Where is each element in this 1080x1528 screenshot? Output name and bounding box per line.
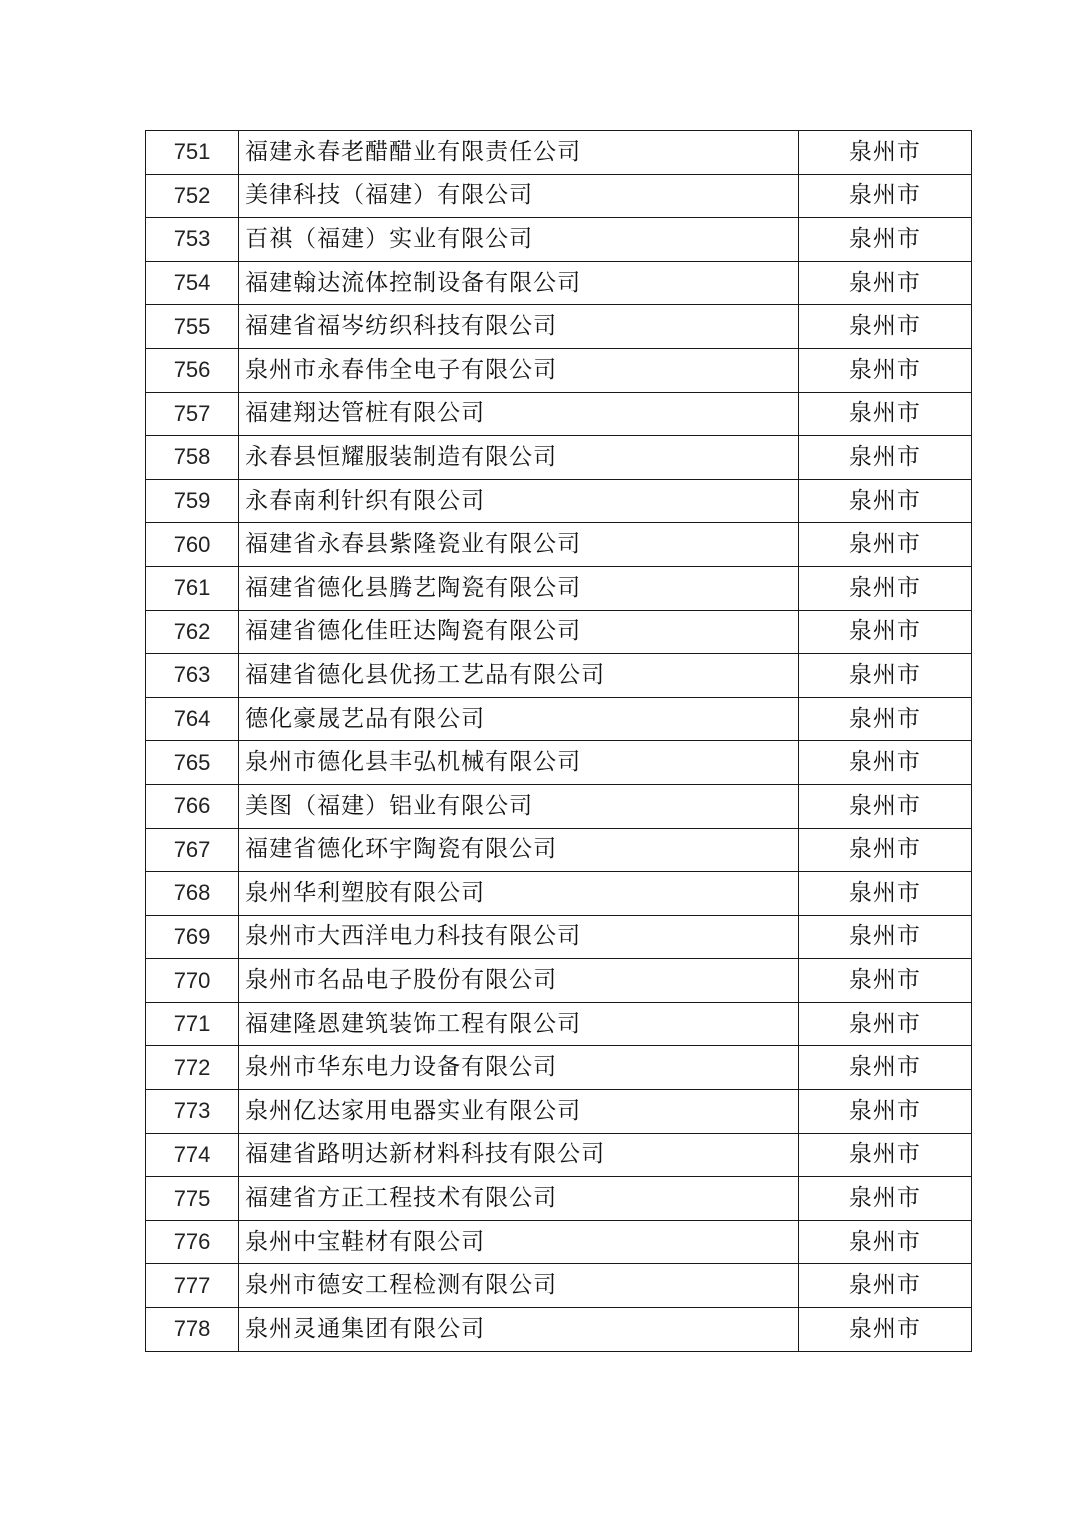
city-cell: 泉州市 [798, 1002, 971, 1046]
company-name-cell: 德化豪晟艺品有限公司 [239, 697, 799, 741]
row-number-cell: 755 [146, 305, 239, 349]
table-row [146, 305, 972, 349]
table-row [146, 697, 972, 741]
table-row [146, 654, 972, 698]
row-number-cell: 763 [146, 654, 239, 698]
city-cell: 泉州市 [798, 1220, 971, 1264]
company-name-cell: 美图（福建）铝业有限公司 [239, 784, 799, 828]
row-number-cell: 768 [146, 872, 239, 916]
row-number-cell: 757 [146, 392, 239, 436]
city-cell: 泉州市 [798, 828, 971, 872]
company-name-cell: 福建省福岑纺织科技有限公司 [239, 305, 799, 349]
company-list-table [145, 130, 972, 1352]
row-number-cell: 765 [146, 741, 239, 785]
row-number-cell: 770 [146, 959, 239, 1003]
row-number-cell: 773 [146, 1090, 239, 1134]
company-name-cell: 福建省路明达新材料科技有限公司 [239, 1133, 799, 1177]
row-number-cell: 761 [146, 566, 239, 610]
company-name-cell: 福建翰达流体控制设备有限公司 [239, 261, 799, 305]
city-cell: 泉州市 [798, 1264, 971, 1308]
row-number-cell: 769 [146, 915, 239, 959]
company-name-cell: 美律科技（福建）有限公司 [239, 174, 799, 218]
table-row [146, 915, 972, 959]
city-cell: 泉州市 [798, 1133, 971, 1177]
table-row [146, 1308, 972, 1352]
company-name-cell: 福建省德化县腾艺陶瓷有限公司 [239, 566, 799, 610]
table-row [146, 741, 972, 785]
row-number-cell: 752 [146, 174, 239, 218]
company-name-cell: 福建省德化佳旺达陶瓷有限公司 [239, 610, 799, 654]
table-row [146, 1046, 972, 1090]
company-name-cell: 泉州中宝鞋材有限公司 [239, 1220, 799, 1264]
company-name-cell: 永春县恒耀服装制造有限公司 [239, 436, 799, 480]
city-cell: 泉州市 [798, 1046, 971, 1090]
city-cell: 泉州市 [798, 915, 971, 959]
row-number-cell: 764 [146, 697, 239, 741]
company-name-cell: 泉州华利塑胶有限公司 [239, 872, 799, 916]
table-row [146, 1177, 972, 1221]
city-cell: 泉州市 [798, 174, 971, 218]
table-row [146, 218, 972, 262]
table-row [146, 392, 972, 436]
row-number-cell: 766 [146, 784, 239, 828]
city-cell: 泉州市 [798, 523, 971, 567]
company-name-cell: 福建省永春县紫隆瓷业有限公司 [239, 523, 799, 567]
company-name-cell: 泉州市永春伟全电子有限公司 [239, 348, 799, 392]
table-row [146, 1133, 972, 1177]
table-row [146, 610, 972, 654]
city-cell: 泉州市 [798, 872, 971, 916]
row-number-cell: 776 [146, 1220, 239, 1264]
row-number-cell: 753 [146, 218, 239, 262]
city-cell: 泉州市 [798, 436, 971, 480]
company-name-cell: 福建省德化环宇陶瓷有限公司 [239, 828, 799, 872]
table-row [146, 1220, 972, 1264]
city-cell: 泉州市 [798, 348, 971, 392]
row-number-cell: 758 [146, 436, 239, 480]
row-number-cell: 762 [146, 610, 239, 654]
company-name-cell: 福建隆恩建筑装饰工程有限公司 [239, 1002, 799, 1046]
city-cell: 泉州市 [798, 610, 971, 654]
company-name-cell: 福建省方正工程技术有限公司 [239, 1177, 799, 1221]
company-name-cell: 福建省德化县优扬工艺品有限公司 [239, 654, 799, 698]
table-row [146, 174, 972, 218]
company-name-cell: 泉州市大西洋电力科技有限公司 [239, 915, 799, 959]
row-number-cell: 778 [146, 1308, 239, 1352]
table-row [146, 872, 972, 916]
city-cell: 泉州市 [798, 697, 971, 741]
city-cell: 泉州市 [798, 959, 971, 1003]
table-row [146, 1090, 972, 1134]
company-name-cell: 泉州亿达家用电器实业有限公司 [239, 1090, 799, 1134]
row-number-cell: 759 [146, 479, 239, 523]
table-row [146, 348, 972, 392]
city-cell: 泉州市 [798, 261, 971, 305]
row-number-cell: 767 [146, 828, 239, 872]
city-cell: 泉州市 [798, 479, 971, 523]
company-name-cell: 泉州市德化县丰弘机械有限公司 [239, 741, 799, 785]
company-name-cell: 百祺（福建）实业有限公司 [239, 218, 799, 262]
company-name-cell: 福建永春老醋醋业有限责任公司 [239, 131, 799, 175]
company-list-body [146, 131, 972, 1352]
row-number-cell: 777 [146, 1264, 239, 1308]
city-cell: 泉州市 [798, 1177, 971, 1221]
table-row [146, 436, 972, 480]
row-number-cell: 756 [146, 348, 239, 392]
company-name-cell: 泉州市华东电力设备有限公司 [239, 1046, 799, 1090]
row-number-cell: 772 [146, 1046, 239, 1090]
table-row [146, 523, 972, 567]
row-number-cell: 760 [146, 523, 239, 567]
city-cell: 泉州市 [798, 654, 971, 698]
table-row [146, 1002, 972, 1046]
row-number-cell: 774 [146, 1133, 239, 1177]
city-cell: 泉州市 [798, 1308, 971, 1352]
city-cell: 泉州市 [798, 392, 971, 436]
company-name-cell: 永春南利针织有限公司 [239, 479, 799, 523]
table-row [146, 784, 972, 828]
company-name-cell: 泉州市名品电子股份有限公司 [239, 959, 799, 1003]
city-cell: 泉州市 [798, 305, 971, 349]
row-number-cell: 775 [146, 1177, 239, 1221]
table-row [146, 479, 972, 523]
table-row [146, 566, 972, 610]
table-row [146, 1264, 972, 1308]
row-number-cell: 751 [146, 131, 239, 175]
table-row [146, 131, 972, 175]
table-row [146, 828, 972, 872]
company-name-cell: 泉州市德安工程检测有限公司 [239, 1264, 799, 1308]
city-cell: 泉州市 [798, 784, 971, 828]
city-cell: 泉州市 [798, 218, 971, 262]
table-row [146, 261, 972, 305]
company-name-cell: 福建翔达管桩有限公司 [239, 392, 799, 436]
table-row [146, 959, 972, 1003]
city-cell: 泉州市 [798, 131, 971, 175]
row-number-cell: 771 [146, 1002, 239, 1046]
city-cell: 泉州市 [798, 741, 971, 785]
row-number-cell: 754 [146, 261, 239, 305]
company-name-cell: 泉州灵通集团有限公司 [239, 1308, 799, 1352]
city-cell: 泉州市 [798, 1090, 971, 1134]
city-cell: 泉州市 [798, 566, 971, 610]
